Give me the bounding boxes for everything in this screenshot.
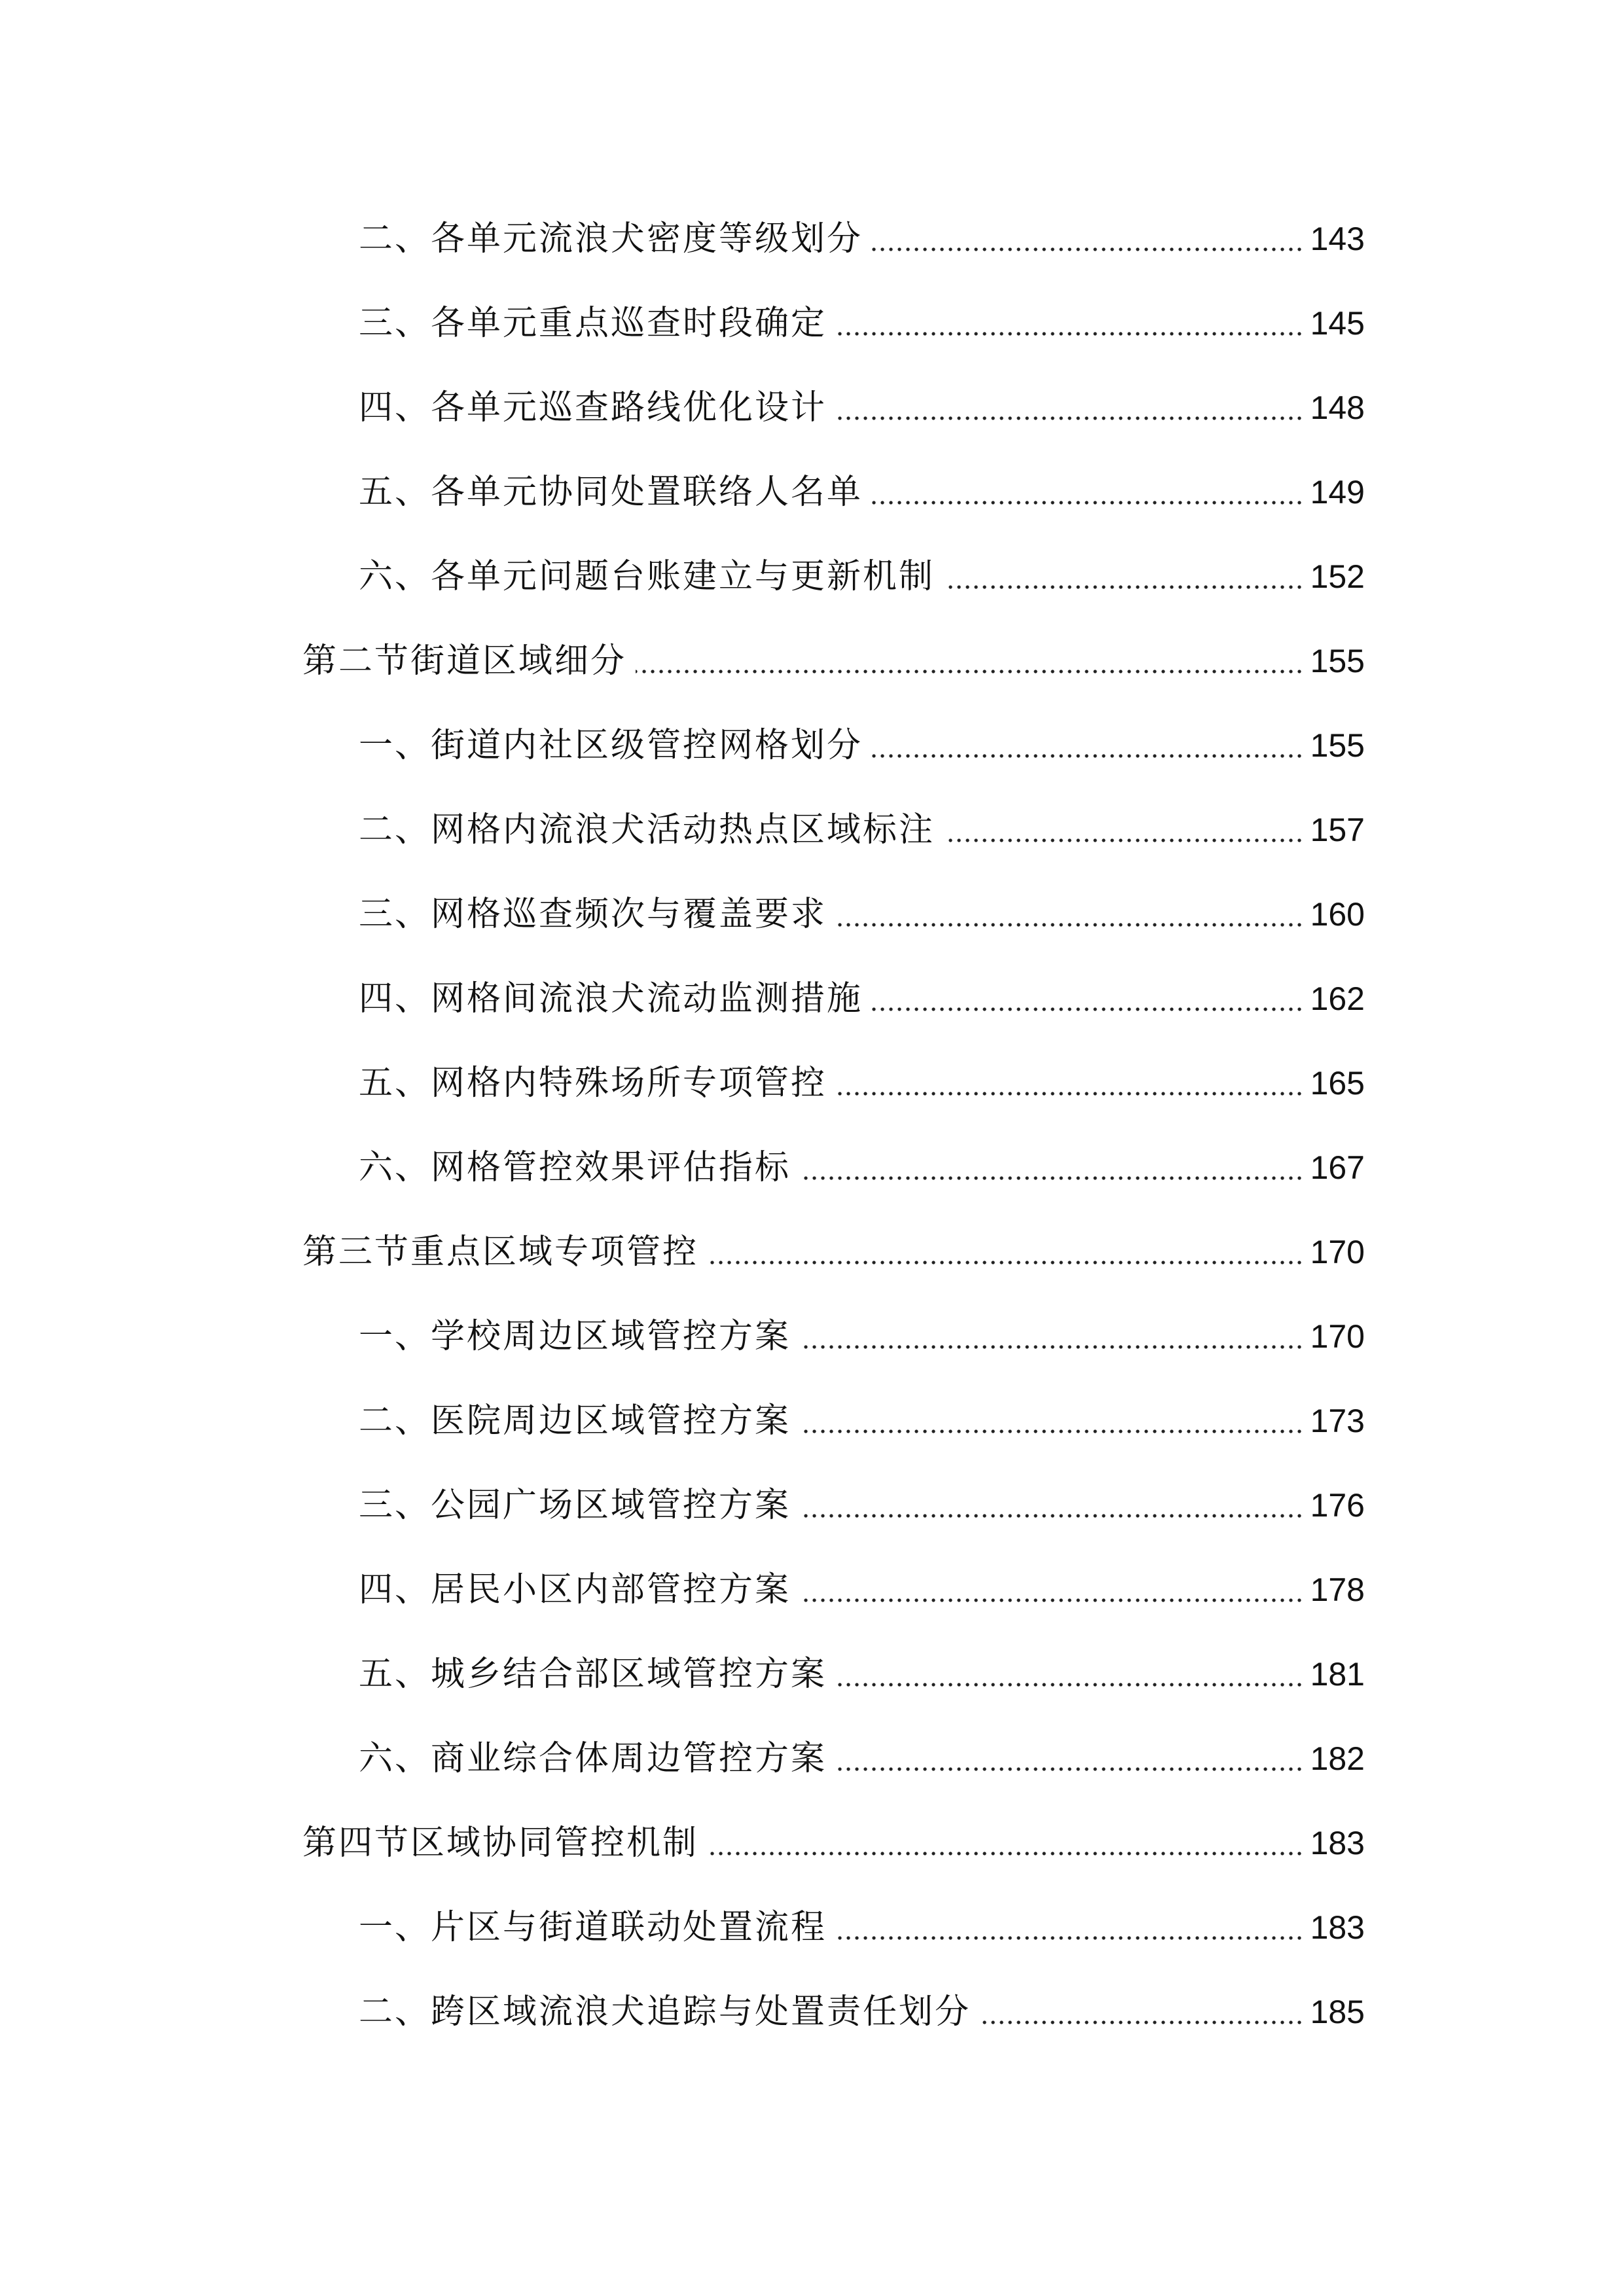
toc-dot-leader [872,247,1304,252]
toc-entry[interactable] [359,1057,1365,1109]
toc-section-title: 第二节街道区域细分 [302,641,627,681]
toc-entry-title: 三、公园广场区域管控方案 [359,1486,791,1525]
toc-entry[interactable] [359,804,1365,856]
toc-page-number: 167 [1310,1149,1365,1186]
toc-entry[interactable] [359,1310,1365,1363]
toc-entry-title: 六、各单元问题台账建立与更新机制 [359,557,935,596]
toc-entry-title: 四、网格间流浪犬流动监测措施 [359,979,863,1018]
toc-page-number: 173 [1310,1403,1365,1439]
toc-page-number: 183 [1310,1825,1365,1861]
toc-dot-leader [800,1429,1304,1434]
toc-page-number: 165 [1310,1065,1365,1102]
toc-entry-title: 一、学校周边区域管控方案 [359,1317,791,1356]
toc-dot-leader [836,1935,1304,1941]
toc-page-number: 182 [1310,1740,1365,1777]
toc-page-number: 149 [1310,474,1365,511]
toc-dot-leader [836,331,1304,336]
toc-dot-leader [944,584,1304,590]
toc-dot-leader [708,1260,1304,1265]
toc-dot-leader [636,669,1304,674]
toc-dot-leader [872,1007,1304,1012]
toc-entry[interactable] [359,973,1365,1025]
toc-dot-leader [836,1091,1304,1096]
toc-entry[interactable] [359,719,1365,772]
toc-section-title: 第四节区域协同管控机制 [302,1823,699,1863]
toc-page-number: 155 [1310,643,1365,679]
toc-dot-leader [836,1682,1304,1687]
toc-dot-leader [872,753,1304,759]
toc-page-number: 185 [1310,1994,1365,2030]
toc-entry[interactable] [359,1648,1365,1700]
toc-entry[interactable] [359,1395,1365,1447]
toc-entry-title: 三、网格巡查频次与覆盖要求 [359,895,827,934]
toc-page-number: 155 [1310,727,1365,764]
toc-entry-title: 五、网格内特殊场所专项管控 [359,1064,827,1103]
toc-entry[interactable] [359,1986,1365,2038]
toc-dot-leader [708,1851,1304,1856]
toc-dot-leader [800,1513,1304,1518]
toc-section-entry[interactable] [302,1226,1365,1278]
toc-entry[interactable] [359,466,1365,518]
toc-page-number: 181 [1310,1656,1365,1693]
toc-page-number: 160 [1310,896,1365,933]
toc-entry-title: 六、网格管控效果评估指标 [359,1148,791,1187]
toc-entry-title: 三、各单元重点巡查时段确定 [359,304,827,343]
toc-entry-title: 二、网格内流浪犬活动热点区域标注 [359,810,935,850]
toc-entry[interactable] [359,1141,1365,1194]
toc-entry-title: 二、跨区域流浪犬追踪与处置责任划分 [359,1992,971,2032]
toc-dot-leader [800,1175,1304,1181]
toc-entry-title: 一、街道内社区级管控网格划分 [359,726,863,765]
toc-page-number: 178 [1310,1571,1365,1608]
toc-entry-title: 五、各单元协同处置联络人名单 [359,473,863,512]
toc-entry[interactable] [359,297,1365,350]
toc-dot-leader [872,500,1304,505]
toc-page-number: 157 [1310,812,1365,848]
toc-dot-leader [980,2020,1304,2025]
toc-entry[interactable] [359,213,1365,265]
toc-entry[interactable] [359,1479,1365,1532]
toc-page-number: 170 [1310,1318,1365,1355]
toc-page-number: 162 [1310,980,1365,1017]
toc-entry-title: 二、医院周边区域管控方案 [359,1401,791,1441]
toc-section-entry[interactable] [302,1817,1365,1869]
toc-entry-title: 四、各单元巡查路线优化设计 [359,388,827,427]
toc-dot-leader [836,416,1304,421]
toc-entry[interactable] [359,888,1365,941]
toc-dot-leader [944,838,1304,843]
toc-page-number: 183 [1310,1909,1365,1946]
toc-dot-leader [836,1767,1304,1772]
toc-page-number: 170 [1310,1234,1365,1270]
toc-entry[interactable] [359,382,1365,434]
toc-section-title: 第三节重点区域专项管控 [302,1232,699,1272]
toc-page-number: 148 [1310,389,1365,426]
toc-entry-title: 一、片区与街道联动处置流程 [359,1908,827,1947]
toc-page-number: 145 [1310,305,1365,342]
toc-entry-title: 六、商业综合体周边管控方案 [359,1739,827,1778]
toc-dot-leader [800,1598,1304,1603]
toc-entry[interactable] [359,550,1365,603]
toc-page-number: 152 [1310,558,1365,595]
toc-section-entry[interactable] [302,635,1365,687]
toc-dot-leader [836,922,1304,927]
toc-page-number: 176 [1310,1487,1365,1524]
toc-entry-title: 四、居民小区内部管控方案 [359,1570,791,1609]
toc-entry[interactable] [359,1732,1365,1785]
toc-entry[interactable] [359,1564,1365,1616]
toc-entry[interactable] [359,1901,1365,1954]
toc-entry-title: 五、城乡结合部区域管控方案 [359,1655,827,1694]
toc-dot-leader [800,1344,1304,1350]
toc-entry-title: 二、各单元流浪犬密度等级划分 [359,219,863,259]
toc-page-number: 143 [1310,221,1365,257]
